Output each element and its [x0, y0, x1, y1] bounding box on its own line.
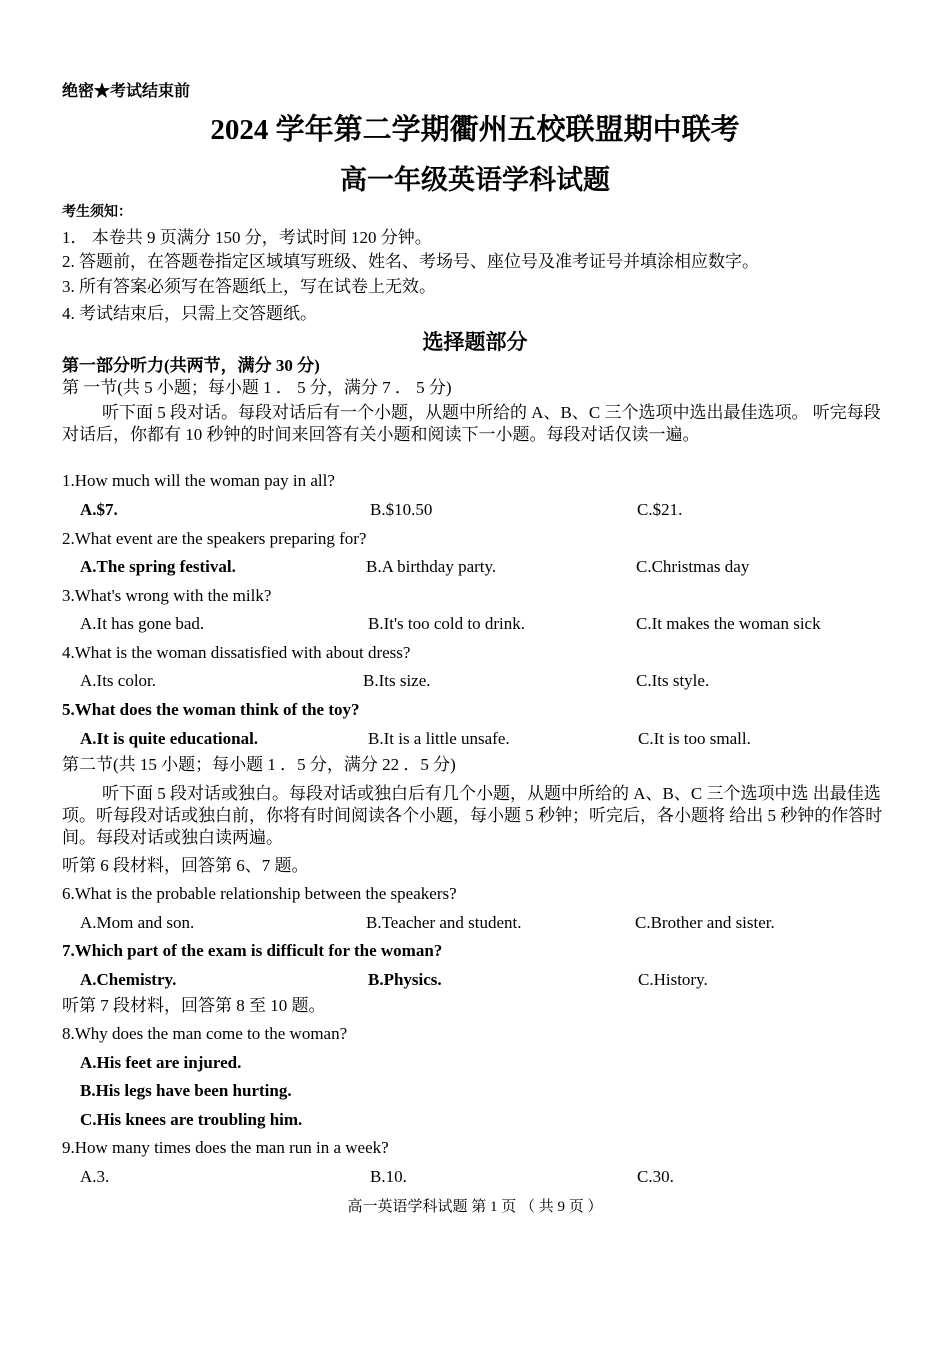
option-b: B.A birthday party.	[366, 557, 497, 576]
section1-heading: 第 一节(共 5 小题；每小题 1 ． 5 分，满分 7 ． 5 分)	[62, 378, 452, 397]
option-a: A.Chemistry.	[80, 970, 177, 989]
option-c: C.His knees are troubling him.	[80, 1110, 303, 1129]
page-footer: 高一英语学科试题 第 1 页 （ 共 9 页 ）	[347, 1199, 603, 1215]
exam-title: 2024 学年第二学期衢州五校联盟期中联考	[210, 114, 740, 146]
option-a: A.Mom and son.	[80, 913, 195, 932]
part1-heading: 第一部分听力(共两节，满分 30 分)	[62, 356, 320, 375]
option-b: B.His legs have been hurting.	[80, 1081, 292, 1100]
question-stem: 4.What is the woman dissatisfied with about dress?	[62, 643, 411, 662]
option-a: A.3.	[80, 1167, 110, 1186]
option-c: C.30.	[637, 1167, 674, 1186]
question-stem: 9.How many times does the man run in a week?	[62, 1138, 389, 1157]
notice-heading: 考生须知：	[62, 205, 132, 220]
option-b: B.$10.50	[370, 500, 433, 519]
option-c: C.History.	[638, 970, 708, 989]
option-b: B.Its size.	[363, 671, 431, 690]
option-b: B.Physics.	[368, 970, 442, 989]
option-a: A.Its color.	[80, 671, 157, 690]
option-b: B.It is a little unsafe.	[368, 729, 510, 748]
question-stem: 8.Why does the man come to the woman?	[62, 1024, 348, 1043]
question-stem: 6.What is the probable relationship between the speakers?	[62, 884, 457, 903]
question-stem: 3.What's wrong with the milk?	[62, 586, 272, 605]
option-b: B.It's too cold to drink.	[368, 614, 526, 633]
notice-item: 1． 本卷共 9 页满分 150 分，考试时间 120 分钟。	[62, 228, 432, 247]
option-c: C.$21.	[637, 500, 683, 519]
question-stem: 2.What event are the speakers preparing for?	[62, 529, 367, 548]
option-a: A.His feet are injured.	[80, 1053, 242, 1072]
option-c: C.Brother and sister.	[635, 913, 775, 932]
section1-instructions: 听下面 5 段对话。每段对话后有一个小题，从题中所给的 A、B、C 三个选项中选出最佳选项。 听完每段对话后，你都有 10 秒钟的时间来回答有关小题和阅读下一小题。每段对话仅读一遍。	[62, 403, 881, 444]
notice-item: 2. 答题前，在答题卷指定区域填写班级、姓名、考场号、座位号及准考证号并填涂相应数字。	[62, 252, 759, 271]
option-b: B.Teacher and student.	[366, 913, 522, 932]
question-stem: 7.Which part of the exam is difficult for the woman?	[62, 941, 443, 960]
option-c: C.It is too small.	[638, 729, 751, 748]
section2-heading: 第二节(共 15 小题；每小题 1 ．5 分，满分 22 ．5 分)	[62, 755, 456, 774]
option-a: A.It is quite educational.	[80, 729, 259, 748]
confidential-label: 绝密★考试结束前	[62, 83, 191, 100]
material-note: 听第 7 段材料，回答第 8 至 10 题。	[62, 996, 326, 1015]
option-c: C.It makes the woman sick	[636, 614, 821, 633]
notice-item: 4. 考试结束后，只需上交答题纸。	[62, 304, 317, 323]
option-a: A.$7.	[80, 500, 118, 519]
question-stem: 1.How much will the woman pay in all?	[62, 471, 335, 490]
exam-subtitle: 高一年级英语学科试题	[340, 165, 610, 195]
option-a: A.The spring festival.	[80, 557, 236, 576]
material-note: 听第 6 段材料，回答第 6、7 题。	[62, 856, 309, 875]
section2-instructions: 听下面 5 段对话或独白。每段对话或独白后有几个小题，从题中所给的 A、B、C 三个选项中选 出最佳选项。听每段对话或独白前，你将有时间阅读各个小题，每小题 5 秒钟；听完后，各小题将 给出 5 秒钟的作答时间。每段对话或独白读两遍。	[62, 784, 883, 847]
notice-item: 3. 所有答案必须写在答题纸上，写在试卷上无效。	[62, 277, 436, 296]
option-c: C.Christmas day	[636, 557, 750, 576]
option-c: C.Its style.	[636, 671, 710, 690]
option-a: A.It has gone bad.	[80, 614, 205, 633]
section-title: 选择题部分	[422, 330, 528, 354]
question-stem: 5.What does the woman think of the toy?	[62, 700, 360, 719]
option-b: B.10.	[370, 1167, 407, 1186]
